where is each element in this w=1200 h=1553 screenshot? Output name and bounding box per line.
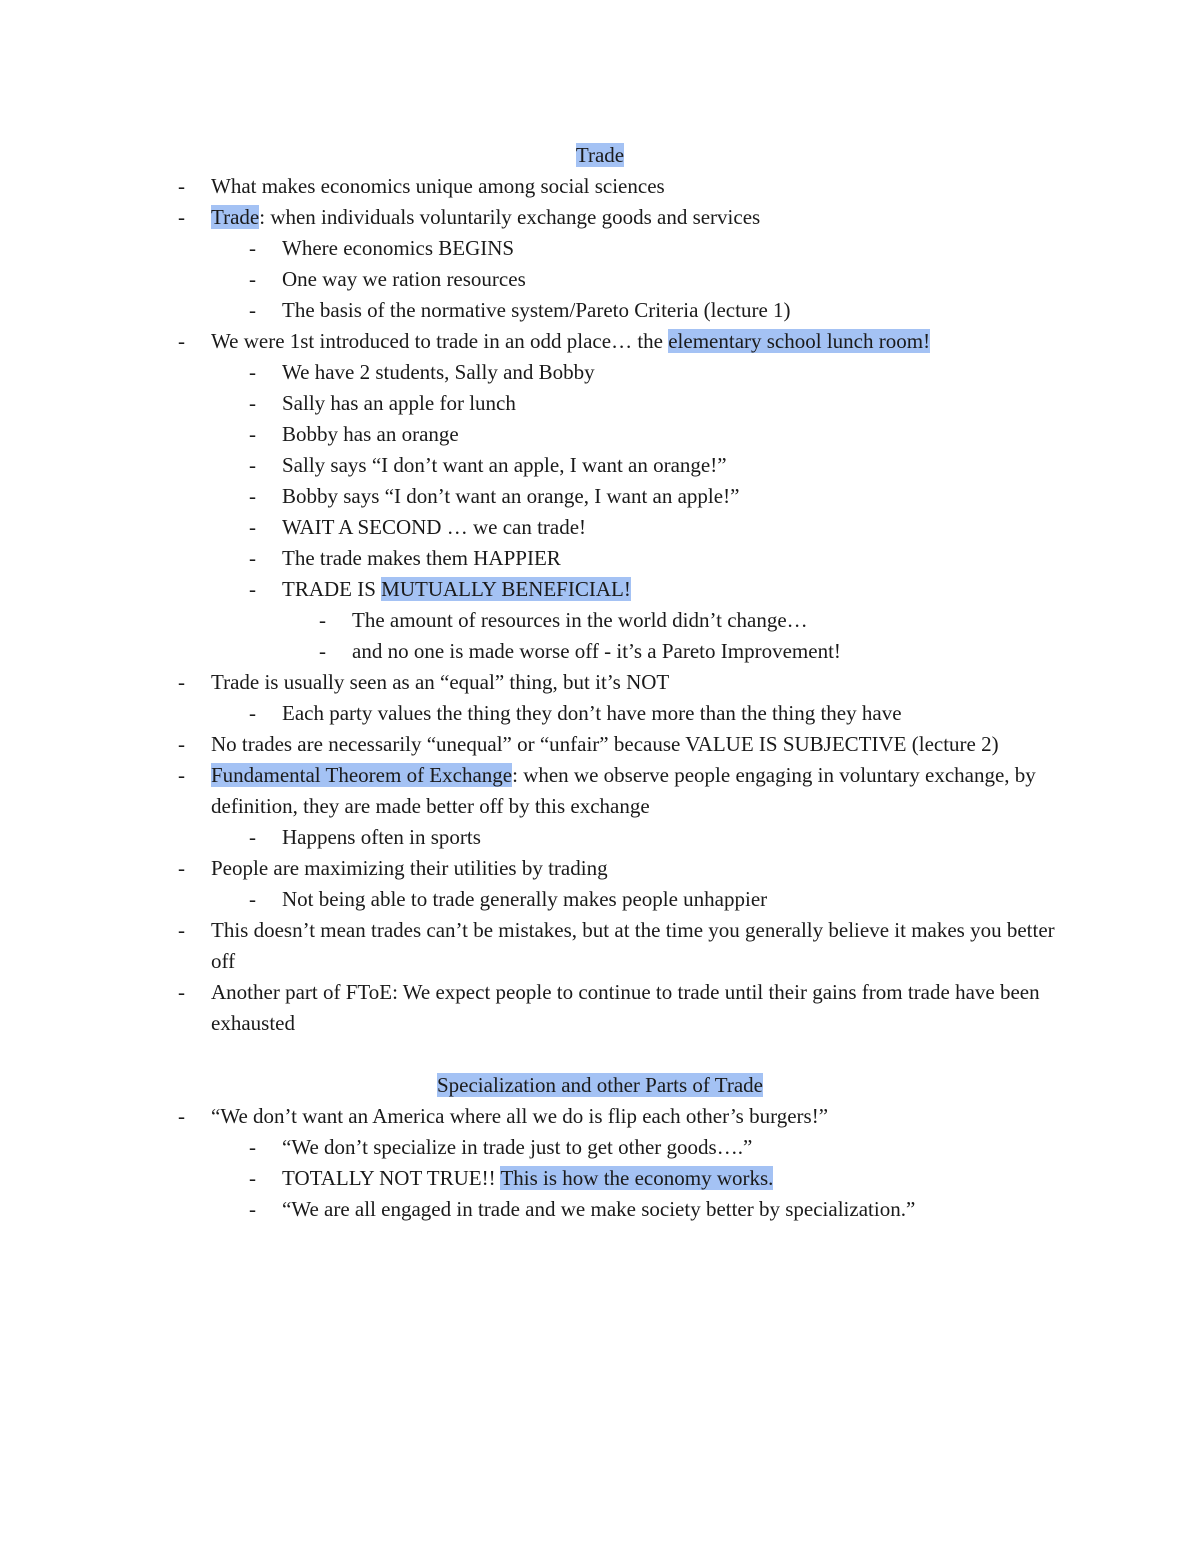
item-text: This doesn’t mean trades can’t be mistakes, but at the time you generally believe it makes you better off: [211, 918, 1055, 973]
list-item: [249, 512, 1071, 543]
bullet-dash: -: [249, 546, 256, 570]
list-item: [249, 481, 1071, 512]
item-text: Happens often in sports: [282, 825, 481, 849]
item-text: “We don’t specialize in trade just to get other goods….”: [282, 1135, 753, 1159]
list-item: [319, 605, 1071, 636]
item-text: No trades are necessarily “unequal” or “unfair” because VALUE IS SUBJECTIVE (lecture 2): [211, 732, 999, 756]
list-item: [249, 450, 1071, 481]
document-page: [0, 140, 1200, 1225]
blank-line: [0, 1039, 1200, 1070]
bullet-dash: -: [249, 267, 256, 291]
bullet-dash: -: [249, 360, 256, 384]
item-text: People are maximizing their utilities by trading: [211, 856, 608, 880]
highlighted-text: Trade: [211, 205, 260, 229]
item-text: We were 1st introduced to trade in an odd place… the: [211, 329, 669, 353]
item-text: One way we ration resources: [282, 267, 526, 291]
item-text: The trade makes them HAPPIER: [282, 546, 561, 570]
bullet-dash: -: [178, 1104, 185, 1128]
item-text: Another part of FToE: We expect people to continue to trade until their gains from trade have been exhausted: [211, 980, 1040, 1035]
highlighted-text: elementary school lunch room!: [668, 329, 931, 353]
item-text: Each party values the thing they don’t have more than the thing they have: [282, 701, 902, 725]
item-text: Trade is usually seen as an “equal” thing, but it’s NOT: [211, 670, 670, 694]
item-text: and no one is made worse off - it’s a Pareto Improvement!: [352, 639, 841, 663]
list-item: [249, 543, 1071, 574]
item-text: Bobby says “I don’t want an orange, I want an apple!”: [282, 484, 740, 508]
list-item: [319, 636, 1071, 667]
bullet-dash: -: [249, 236, 256, 260]
item-text: Bobby has an orange: [282, 422, 459, 446]
bullet-dash: -: [249, 825, 256, 849]
list-item: [178, 729, 1071, 760]
item-text: We have 2 students, Sally and Bobby: [282, 360, 595, 384]
item-text: TOTALLY NOT TRUE!!: [282, 1166, 501, 1190]
bullet-dash: -: [249, 391, 256, 415]
list-item: [249, 388, 1071, 419]
list-item: [249, 1132, 1071, 1163]
list-item: [178, 760, 1071, 822]
bullet-list-trade: [0, 171, 1200, 1039]
list-item: [249, 357, 1071, 388]
bullet-dash: -: [178, 980, 185, 1004]
list-item: [178, 667, 1071, 698]
bullet-dash: -: [249, 298, 256, 322]
bullet-dash: -: [249, 422, 256, 446]
bullet-dash: -: [249, 484, 256, 508]
list-item: [249, 419, 1071, 450]
item-text: Sally has an apple for lunch: [282, 391, 516, 415]
list-item: [178, 1101, 1071, 1132]
item-text: The amount of resources in the world didn’t change…: [352, 608, 808, 632]
item-text: The basis of the normative system/Pareto Criteria (lecture 1): [282, 298, 791, 322]
item-text: What makes economics unique among social sciences: [211, 174, 665, 198]
list-item: [249, 1194, 1071, 1225]
bullet-dash: -: [249, 701, 256, 725]
item-text: : when individuals voluntarily exchange goods and services: [259, 205, 761, 229]
list-item: [249, 822, 1071, 853]
list-item: [249, 1163, 1071, 1194]
bullet-dash: -: [178, 918, 185, 942]
bullet-dash: -: [249, 887, 256, 911]
list-item: [178, 977, 1071, 1039]
bullet-dash: -: [178, 670, 185, 694]
bullet-dash: -: [319, 639, 326, 663]
item-text: WAIT A SECOND … we can trade!: [282, 515, 587, 539]
bullet-dash: -: [178, 763, 185, 787]
item-text: “We are all engaged in trade and we make society better by specialization.”: [282, 1197, 916, 1221]
bullet-dash: -: [249, 453, 256, 477]
section-heading: [0, 1070, 1200, 1101]
list-item: [249, 264, 1071, 295]
list-item: [178, 171, 1071, 202]
item-text: “We don’t want an America where all we do is flip each other’s burgers!”: [211, 1104, 829, 1128]
bullet-dash: -: [249, 515, 256, 539]
bullet-dash: -: [178, 174, 185, 198]
item-text: TRADE IS: [282, 577, 382, 601]
item-text: Where economics BEGINS: [282, 236, 515, 260]
list-item: [249, 295, 1071, 326]
bullet-dash: -: [249, 1135, 256, 1159]
item-text: : when we observe people engaging in voluntary exchange, by definition, they are made better off by this exchange: [211, 763, 1036, 818]
list-item: [178, 915, 1071, 977]
bullet-dash: -: [178, 205, 185, 229]
bullet-dash: -: [178, 856, 185, 880]
bullet-list-specialization: [0, 1101, 1200, 1225]
section-heading: [0, 140, 1200, 171]
list-item: [178, 853, 1071, 884]
bullet-dash: -: [249, 1166, 256, 1190]
bullet-dash: -: [249, 1197, 256, 1221]
bullet-dash: -: [249, 577, 256, 601]
item-text: Sally says “I don’t want an apple, I want an orange!”: [282, 453, 727, 477]
highlighted-text: Fundamental Theorem of Exchange: [211, 763, 513, 787]
bullet-dash: -: [319, 608, 326, 632]
highlighted-text: MUTUALLY BENEFICIAL!: [381, 577, 631, 601]
list-item: [178, 326, 1071, 357]
list-item: [249, 698, 1071, 729]
highlighted-text: This is how the economy works.: [500, 1166, 774, 1190]
section-title-trade: Trade: [575, 143, 625, 167]
bullet-dash: -: [178, 329, 185, 353]
list-item: [249, 233, 1071, 264]
list-item: [178, 202, 1071, 233]
section-title-specialization: Specialization and other Parts of Trade: [436, 1073, 763, 1097]
list-item: [249, 884, 1071, 915]
bullet-dash: -: [178, 732, 185, 756]
list-item: [249, 574, 1071, 605]
item-text: Not being able to trade generally makes people unhappier: [282, 887, 768, 911]
